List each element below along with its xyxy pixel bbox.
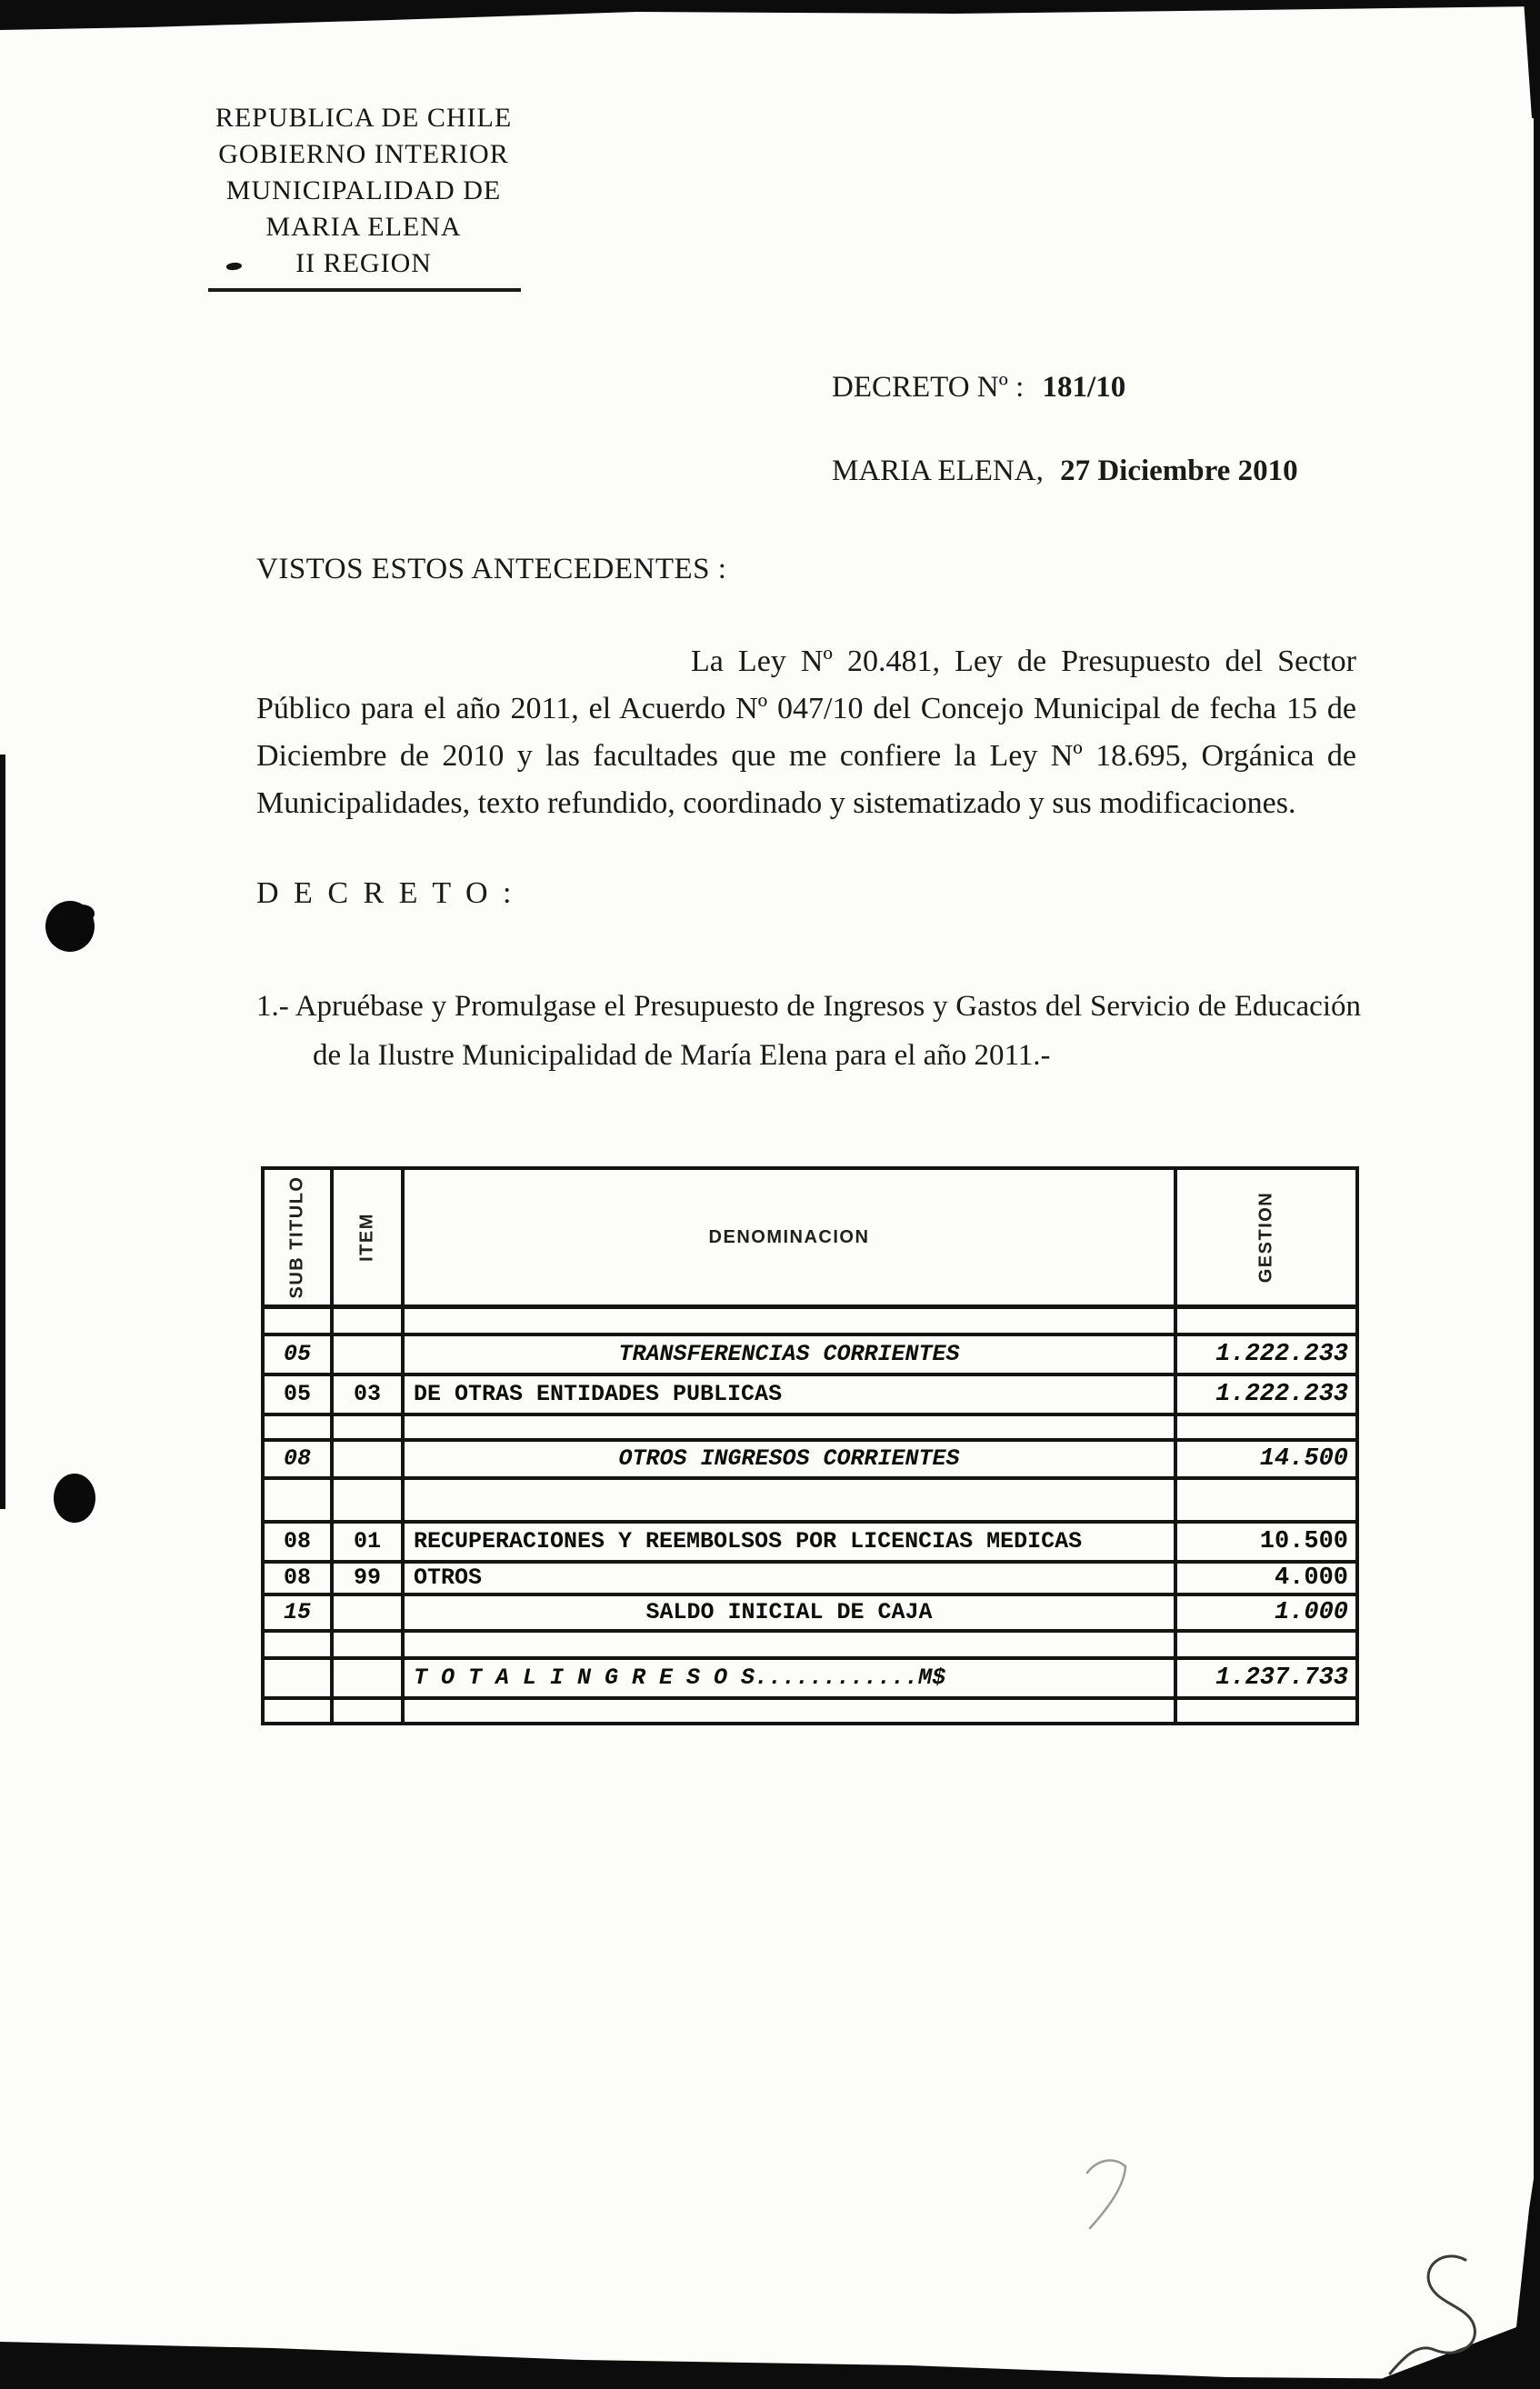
pen-signature-mark xyxy=(1390,2256,1475,2374)
cell-item xyxy=(332,1594,403,1631)
cell-sub: 08 xyxy=(263,1440,332,1478)
scan-edge-right-top xyxy=(1524,0,1540,118)
cell-denom: RECUPERACIONES Y REEMBOLSOS POR LICENCIAS MEDICAS xyxy=(403,1522,1175,1562)
cell-denom xyxy=(403,1631,1175,1658)
cell-sub xyxy=(263,1307,332,1334)
cell-sub xyxy=(263,1631,332,1658)
cell-denom: SALDO INICIAL DE CAJA xyxy=(403,1594,1175,1631)
header-sub-titulo-label: SUB TITULO xyxy=(286,1175,307,1299)
spacer-row xyxy=(263,1698,1357,1724)
budget-table-body xyxy=(263,1307,1357,1724)
cell-value: 1.237.733 xyxy=(1175,1658,1357,1698)
cell-sub: 05 xyxy=(263,1374,332,1414)
table-row xyxy=(263,1594,1357,1631)
cell-value xyxy=(1175,1631,1357,1658)
letterhead-line: MARIA ELENA xyxy=(265,212,462,242)
cell-item: 99 xyxy=(332,1562,403,1594)
ink-blob-top xyxy=(45,901,95,952)
cell-item xyxy=(332,1658,403,1698)
article-1-line: de la Ilustre Municipalidad de María Elena para el año 2011.- xyxy=(313,1039,1051,1072)
cell-sub xyxy=(263,1698,332,1724)
scan-corner-bottom-right xyxy=(1355,2136,1540,2389)
decree-number-line xyxy=(832,371,1125,405)
decree-number-label: DECRETO Nº : xyxy=(832,371,1025,404)
letterhead-line: GOBIERNO INTERIOR xyxy=(218,139,509,169)
table-row xyxy=(263,1374,1357,1414)
spacer-row xyxy=(263,1631,1357,1658)
scan-edge-bottom xyxy=(0,2342,1540,2389)
cell-denom: TRANSFERENCIAS CORRIENTES xyxy=(403,1334,1175,1374)
spacer-row xyxy=(263,1478,1357,1522)
pen-check-mark xyxy=(1087,2161,1125,2228)
cell-denom xyxy=(403,1414,1175,1440)
header-gestion xyxy=(1175,1168,1357,1307)
scan-edge-right xyxy=(1534,0,1540,2182)
header-item xyxy=(332,1168,403,1307)
considerando-line: La Ley Nº 20.481, Ley de Presupuesto del Sector xyxy=(691,645,1356,678)
cell-denom xyxy=(403,1698,1175,1724)
considerando-line: Público para el año 2011, el Acuerdo Nº 047/10 del Concejo Municipal de fecha 15 de xyxy=(256,692,1356,725)
table-row xyxy=(263,1658,1357,1698)
ink-blob-top xyxy=(69,905,95,923)
cell-denom xyxy=(403,1478,1175,1522)
table-row xyxy=(263,1562,1357,1594)
letterhead-line: REPUBLICA DE CHILE xyxy=(215,103,513,133)
cell-value xyxy=(1175,1698,1357,1724)
cell-denom: DE OTRAS ENTIDADES PUBLICAS xyxy=(403,1374,1175,1414)
spacer-row xyxy=(263,1307,1357,1334)
letterhead-line: II REGION xyxy=(295,248,432,278)
spacer-row xyxy=(263,1414,1357,1440)
cell-denom: T O T A L I N G R E S O S............M$ xyxy=(403,1658,1175,1698)
cell-value: 1.222.233 xyxy=(1175,1374,1357,1414)
header-gestion-label: GESTION xyxy=(1255,1191,1276,1284)
cell-item xyxy=(332,1478,403,1522)
letterhead-line: MUNICIPALIDAD DE xyxy=(225,175,502,205)
cell-sub: 15 xyxy=(263,1594,332,1631)
vistos-heading: VISTOS ESTOS ANTECEDENTES : xyxy=(256,553,727,585)
header-denominacion-label: DENOMINACION xyxy=(708,1226,870,1247)
ink-blob-bottom xyxy=(54,1474,95,1523)
cell-item xyxy=(332,1698,403,1724)
cell-value xyxy=(1175,1478,1357,1522)
scan-edge-left xyxy=(0,755,5,1509)
decree-number-value: 181/10 xyxy=(1042,371,1126,404)
cell-denom: OTROS INGRESOS CORRIENTES xyxy=(403,1440,1175,1478)
cell-item xyxy=(332,1334,403,1374)
letterhead xyxy=(182,100,545,282)
cell-sub xyxy=(263,1658,332,1698)
place-label: MARIA ELENA, xyxy=(832,455,1044,487)
cell-value: 14.500 xyxy=(1175,1440,1357,1478)
cell-value xyxy=(1175,1414,1357,1440)
budget-table xyxy=(261,1166,1359,1725)
cell-item xyxy=(332,1631,403,1658)
cell-denom xyxy=(403,1307,1175,1334)
considerando-line: Diciembre de 2010 y las facultades que me confiere la Ley Nº 18.695, Orgánica de xyxy=(256,739,1356,773)
cell-value: 10.500 xyxy=(1175,1522,1357,1562)
article-1-line: 1.- Apruébase y Promulgase el Presupuesto de Ingresos y Gastos del Servicio de Educación xyxy=(256,990,1361,1023)
cell-item: 01 xyxy=(332,1522,403,1562)
cell-item: 03 xyxy=(332,1374,403,1414)
cell-item xyxy=(332,1414,403,1440)
table-row xyxy=(263,1334,1357,1374)
cell-sub: 08 xyxy=(263,1522,332,1562)
place-date-line xyxy=(832,455,1298,488)
cell-sub: 08 xyxy=(263,1562,332,1594)
considerando-line: Municipalidades, texto refundido, coordinado y sistematizado y sus modificaciones. xyxy=(256,786,1296,820)
header-denominacion xyxy=(403,1168,1175,1307)
table-row xyxy=(263,1522,1357,1562)
cell-value: 4.000 xyxy=(1175,1562,1357,1594)
cell-value xyxy=(1175,1307,1357,1334)
table-row xyxy=(263,1440,1357,1478)
cell-item xyxy=(332,1440,403,1478)
cell-sub xyxy=(263,1414,332,1440)
cell-item xyxy=(332,1307,403,1334)
header-sub-titulo xyxy=(263,1168,332,1307)
header-item-label: ITEM xyxy=(356,1213,377,1262)
date-value: 27 Diciembre 2010 xyxy=(1060,455,1298,487)
decreto-heading: D E C R E T O : xyxy=(256,876,515,910)
letterhead-underline xyxy=(208,288,521,292)
cell-sub xyxy=(263,1478,332,1522)
cell-value: 1.000 xyxy=(1175,1594,1357,1631)
cell-sub: 05 xyxy=(263,1334,332,1374)
cell-value: 1.222.233 xyxy=(1175,1334,1357,1374)
scan-edge-top xyxy=(0,0,1540,30)
considerando-paragraph xyxy=(256,638,1356,827)
cell-denom: OTROS xyxy=(403,1562,1175,1594)
budget-header-row xyxy=(263,1168,1357,1307)
article-1 xyxy=(256,982,1361,1080)
